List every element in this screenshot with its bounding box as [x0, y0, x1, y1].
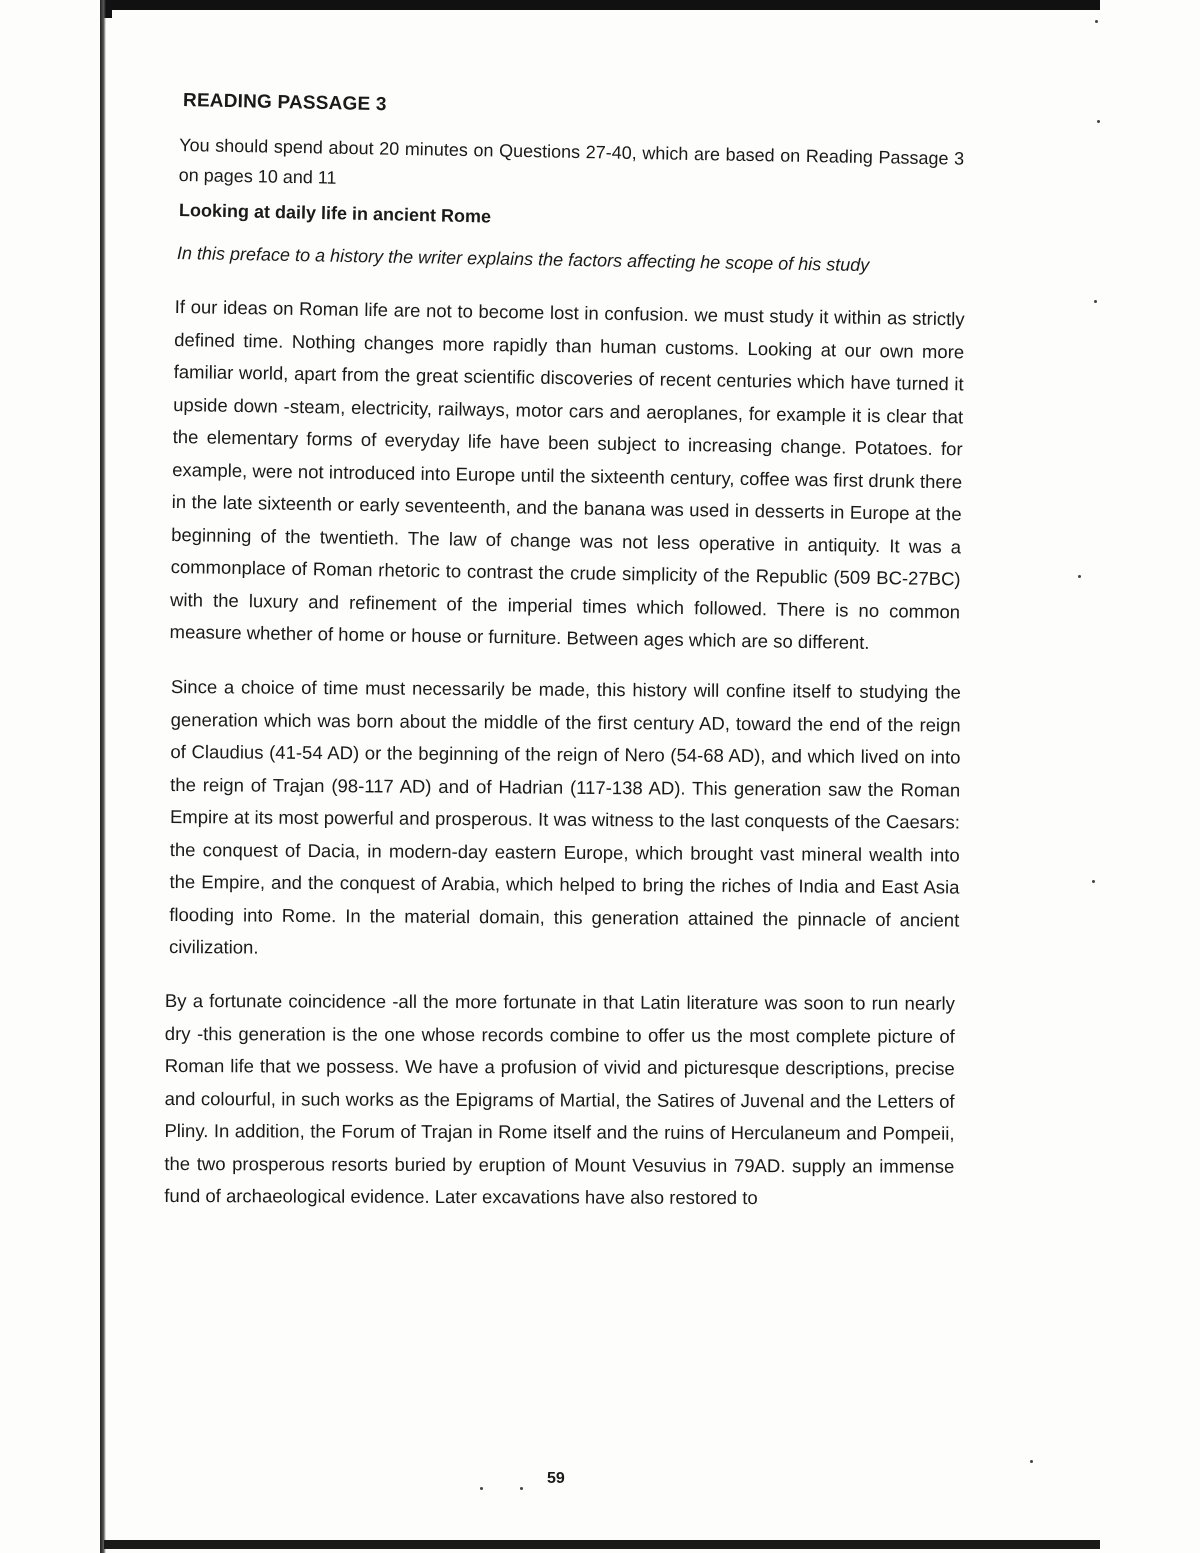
passage-heading: READING PASSAGE 3 — [182, 90, 387, 116]
scan-top-border — [100, 0, 1100, 10]
passage-title: Looking at daily life in ancient Rome — [178, 200, 492, 227]
scan-speck — [1078, 575, 1081, 578]
scan-speck — [520, 1487, 523, 1490]
scan-speck — [1094, 300, 1097, 303]
scan-speck — [1097, 120, 1100, 123]
scan-speck — [1092, 880, 1095, 883]
scan-bottom-border — [104, 1540, 1100, 1549]
scan-speck — [480, 1487, 483, 1490]
scan-speck — [1030, 1460, 1033, 1463]
paragraph-2: Since a choice of time must necessarily be made, this history will confine itself to studying the generation which was born about the middle of the first century AD, toward the end of the reign of Claudius (41-54 AD) or the beginning of the reign of Nero (54-68 AD), and which lived on into the reign of Trajan (98-117 AD) and of Hadrian (117-138 AD). This generation saw the Roman Empire at its most powerful and prosperous. It was witness to the last conquests of the Caesars: the conquest of Dacia, in modern-day eastern Europe, which brought vast mineral wealth into the Empire, and the conquest of Arabia, which helped to bring the riches of India and East Asia flooding into Rome. In the material domain, this generation attained the pinnacle of ancient civilization. — [169, 675, 961, 958]
passage-content — [165, 90, 965, 1227]
passage-subtitle: In this preface to a history the writer explains the factors affecting he scope of his study — [176, 243, 870, 276]
paragraph-1: If our ideas on Roman life are not to become lost in confusion. we must study it within as strictly defined time. Nothing changes more rapidly than human customs. Looking at our own more familiar world, apart from the great scientific discoveries of recent centuries which have turned it upside down -steam, electricity, railways, motor cars and aeroplanes, for example it is clear that the elementary forms of everyday life have been subject to increasing change. Potatoes. for example, were not introduced into Europe until the sixteenth century, coffee was first drunk there in the late sixteenth or early seventeenth, and the banana was used in desserts in Europe at the beginning of the twentieth. The law of change was not less operative in antiquity. It was a commonplace of Roman rhetoric to contrast the crude simplicity of the Republic (509 BC-27BC) with the luxury and refinement of the imperial times which followed. There is no common measure whether of home or house or furniture. Between ages which are so different. — [169, 295, 965, 653]
instruction-text: You should spend about 20 minutes on Questions 27-40, which are based on Reading Passage 3 on pages 10 and 11 — [178, 135, 965, 188]
paragraph-3: By a fortunate coincidence -all the more fortunate in that Latin literature was soon to run nearly dry -this generation is the one whose records combine to offer us the most complete picture of Roman life that we possess. We have a profusion of vivid and picturesque descriptions, precise and colourful, in such works as the Epigrams of Martial, the Satires of Juvenal and the Letters of Pliny. In addition, the Forum of Trajan in Rome itself and the ruins of Herculaneum and Pompeii, the two prosperous resorts buried by eruption of Mount Vesuvius in 79AD. supply an immense fund of archaeological evidence. Later excavations have also restored to — [164, 990, 955, 1209]
page-number: 59 — [547, 1470, 565, 1487]
scan-speck — [1095, 20, 1098, 23]
scan-left-border — [100, 0, 106, 1553]
